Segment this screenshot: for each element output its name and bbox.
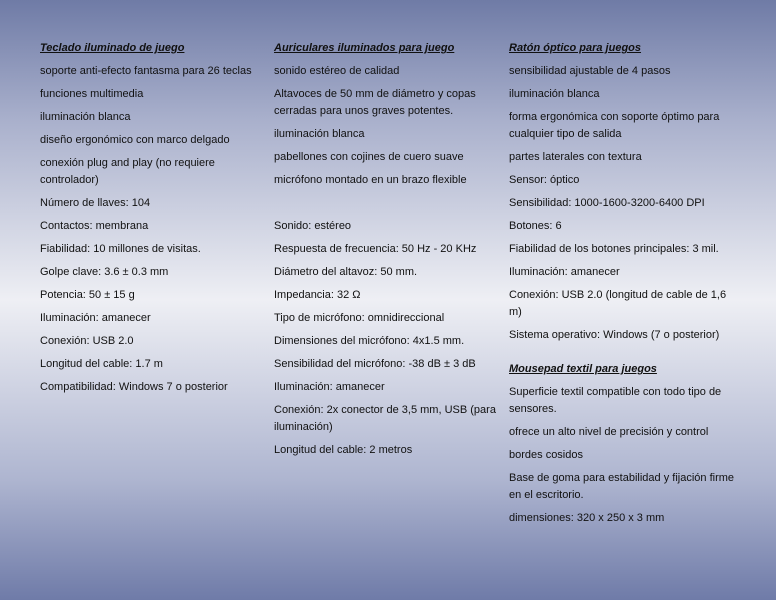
headphones-title: Auriculares iluminados para juego <box>274 42 455 54</box>
mouse-item: Botones: 6 <box>509 220 562 232</box>
mousepad-title: Mousepad textil para juegos <box>509 363 657 375</box>
mousepad-item: dimensiones: 320 x 250 x 3 mm <box>509 512 665 524</box>
keyboard-item: soporte anti-efecto fantasma para 26 teclas <box>40 65 252 77</box>
spacer <box>274 195 504 218</box>
keyboard-item: Fiabilidad: 10 millones de visitas. <box>40 243 201 255</box>
mouse-item: Conexión: USB 2.0 (longitud de cable de 1,6 m) <box>509 289 727 318</box>
headphones-spec: Longitud del cable: 2 metros <box>274 444 413 456</box>
headphones-feature: pabellones con cojines de cuero suave <box>274 151 464 163</box>
mouse-title: Ratón óptico para juegos <box>509 42 642 54</box>
mouse-item: Sensor: óptico <box>509 174 580 186</box>
mouse-item: sensibilidad ajustable de 4 pasos <box>509 65 671 77</box>
keyboard-item: Compatibilidad: Windows 7 o posterior <box>40 381 228 393</box>
keyboard-title: Teclado iluminado de juego <box>40 42 185 54</box>
headphones-spec: Tipo de micrófono: omnidireccional <box>274 312 445 324</box>
mousepad-item: bordes cosidos <box>509 449 583 461</box>
mouse-item: Iluminación: amanecer <box>509 266 620 278</box>
mouse-item: Sensibilidad: 1000-1600-3200-6400 DPI <box>509 197 705 209</box>
headphones-feature: sonido estéreo de calidad <box>274 65 400 77</box>
mousepad-item: Superficie textil compatible con todo tipo de sensores. <box>509 386 722 415</box>
keyboard-item: Número de llaves: 104 <box>40 197 151 209</box>
mousepad-item: Base de goma para estabilidad y fijación firme en el escritorio. <box>509 472 735 501</box>
keyboard-item: conexión plug and play (no requiere controlador) <box>40 157 215 186</box>
headphones-feature: iluminación blanca <box>274 128 365 140</box>
keyboard-item: diseño ergonómico con marco delgado <box>40 134 230 146</box>
mousepad-item: ofrece un alto nivel de precisión y control <box>509 426 709 438</box>
mouse-item: iluminación blanca <box>509 88 600 100</box>
headphones-column <box>274 40 504 465</box>
keyboard-item: Potencia: 50 ± 15 g <box>40 289 135 301</box>
mouse-item: Sistema operativo: Windows (7 o posterior) <box>509 329 720 341</box>
keyboard-item: Longitud del cable: 1.7 m <box>40 358 163 370</box>
headphones-spec: Iluminación: amanecer <box>274 381 385 393</box>
headphones-spec: Respuesta de frecuencia: 50 Hz - 20 KHz <box>274 243 477 255</box>
keyboard-item: Contactos: membrana <box>40 220 149 232</box>
headphones-spec: Impedancia: 32 Ω <box>274 289 361 301</box>
keyboard-item: iluminación blanca <box>40 111 131 123</box>
headphones-feature: micrófono montado en un brazo flexible <box>274 174 467 186</box>
headphones-spec: Sonido: estéreo <box>274 220 352 232</box>
keyboard-item: Conexión: USB 2.0 <box>40 335 134 347</box>
headphones-spec: Sensibilidad del micrófono: -38 dB ± 3 dB <box>274 358 476 370</box>
keyboard-item: funciones multimedia <box>40 88 144 100</box>
mouse-item: forma ergonómica con soporte óptimo para cualquier tipo de salida <box>509 111 720 140</box>
mouse-item: partes laterales con textura <box>509 151 642 163</box>
headphones-spec: Conexión: 2x conector de 3,5 mm, USB (para iluminación) <box>274 404 496 433</box>
mouse-column <box>509 40 741 533</box>
keyboard-item: Golpe clave: 3.6 ± 0.3 mm <box>40 266 169 278</box>
keyboard-column <box>40 40 262 402</box>
headphones-spec: Dimensiones del micrófono: 4x1.5 mm. <box>274 335 465 347</box>
keyboard-item: Iluminación: amanecer <box>40 312 151 324</box>
headphones-spec: Diámetro del altavoz: 50 mm. <box>274 266 418 278</box>
headphones-feature: Altavoces de 50 mm de diámetro y copas cerradas para unos graves potentes. <box>274 88 476 117</box>
spacer <box>509 350 741 361</box>
mouse-item: Fiabilidad de los botones principales: 3 mil. <box>509 243 719 255</box>
